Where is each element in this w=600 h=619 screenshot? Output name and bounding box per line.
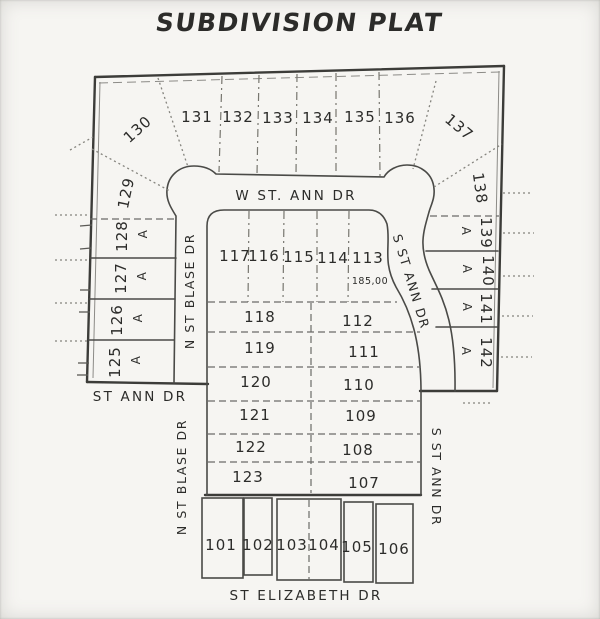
lot-105: 105 xyxy=(341,538,373,556)
lot-102: 102 xyxy=(242,536,274,554)
lot-141: 141 xyxy=(477,293,495,325)
lot-122: 122 xyxy=(235,438,267,456)
lot-115: 115 xyxy=(283,248,315,266)
lot-107: 107 xyxy=(348,474,380,492)
lot-133: 133 xyxy=(262,109,294,127)
lot-140-suffix: A xyxy=(460,264,474,274)
dimension-label: 185,00 xyxy=(351,276,389,287)
street-label-s-st-ann-lower: S ST ANN DR xyxy=(429,427,444,527)
lot-128: 128 xyxy=(113,220,131,252)
lot-109: 109 xyxy=(345,407,377,425)
lot-116: 116 xyxy=(248,247,280,265)
lot-134: 134 xyxy=(302,109,334,127)
lot-132: 132 xyxy=(222,108,254,126)
lot-106: 106 xyxy=(378,540,410,558)
lot-118: 118 xyxy=(244,308,276,326)
lot-131: 131 xyxy=(181,108,213,126)
street-label-n-st-blase-lower: N ST BLASE DR xyxy=(174,418,189,536)
street-label-w-st-ann: W ST. ANN DR xyxy=(235,188,357,204)
street-label-st-elizabeth: ST ELIZABETH DR xyxy=(229,588,383,604)
lot-138: 138 xyxy=(468,171,492,206)
lot-103: 103 xyxy=(276,536,308,554)
lot-123: 123 xyxy=(232,468,264,486)
lot-126: 126 xyxy=(108,304,126,336)
lot-114: 114 xyxy=(317,249,349,267)
lot-129: 129 xyxy=(114,175,139,211)
lot-119: 119 xyxy=(244,339,276,357)
lot-120: 120 xyxy=(240,373,272,391)
lot-125-suffix: A xyxy=(129,355,143,365)
lot-108: 108 xyxy=(342,441,374,459)
lot-128-suffix: A xyxy=(136,229,150,239)
lot-113: 113 xyxy=(352,249,384,267)
street-label-st-ann: ST ANN DR xyxy=(92,389,188,405)
lot-125: 125 xyxy=(106,346,124,378)
lot-130: 130 xyxy=(119,112,156,147)
lot-139-suffix: A xyxy=(459,226,473,236)
lot-117: 117 xyxy=(219,247,251,265)
lot-142-suffix: A xyxy=(459,346,473,356)
lot-112: 112 xyxy=(342,312,374,330)
lot-127: 127 xyxy=(112,262,130,294)
lot-111: 111 xyxy=(348,343,380,361)
lot-101: 101 xyxy=(205,536,237,554)
page-title: SUBDIVISION PLAT xyxy=(153,8,445,37)
street-label-s-st-ann-curve: S ST ANN DR xyxy=(389,232,433,332)
lot-141-suffix: A xyxy=(460,302,474,312)
lot-142: 142 xyxy=(477,337,495,369)
lot-104: 104 xyxy=(308,536,340,554)
lot-110: 110 xyxy=(343,376,375,394)
lot-136: 136 xyxy=(384,109,416,127)
street-label-n-st-blase-upper: N ST BLASE DR xyxy=(182,232,197,350)
lot-137: 137 xyxy=(441,110,478,145)
lot-139: 139 xyxy=(477,217,495,249)
lot-127-suffix: A xyxy=(135,271,149,281)
lot-126-suffix: A xyxy=(131,313,145,323)
lot-135: 135 xyxy=(344,108,376,126)
lot-140: 140 xyxy=(479,255,497,287)
lot-121: 121 xyxy=(239,406,271,424)
